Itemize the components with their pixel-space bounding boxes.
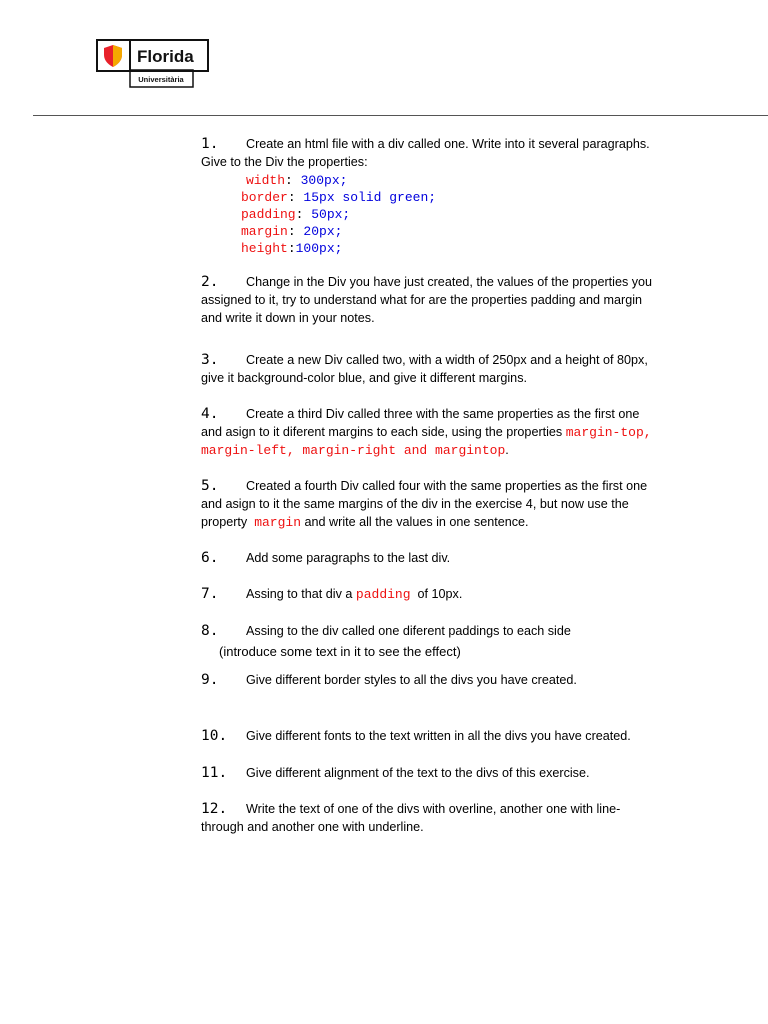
exercise-text-line2: (introduce some text in it to see the effect)	[219, 643, 461, 659]
css-line-padding: padding: 50px;	[241, 206, 351, 222]
exercise-12	[201, 801, 661, 837]
inline-code: margin-top, margin-left, margin-right and margintop	[201, 424, 652, 458]
exercise-text: Give different border styles to all the divs you have created.	[246, 673, 577, 687]
logo-subtitle: Universitària	[138, 75, 184, 84]
css-line-width: width: 300px;	[246, 172, 348, 188]
exercise-5: 5. Created a fourth Div called four with the same properties as the first one and asign to it the same margins of the div in the exercise 4, but now use the property margin and write all the values in one sentence.	[201, 478, 648, 530]
exercise-2	[201, 274, 661, 327]
exercise-text: Created a fourth Div called four with the same properties as the first one and asign to it the same margins of the div in the exercise 4, but now use the property	[201, 479, 648, 529]
css-line-margin: margin: 20px;	[241, 223, 343, 239]
exercise-3	[201, 352, 661, 388]
exercise-6	[201, 550, 661, 568]
logo-name: Florida	[137, 47, 194, 66]
exercise-text: Assing to that div a	[246, 587, 353, 601]
exercise-8	[201, 623, 661, 661]
exercise-number: 10.	[201, 728, 228, 744]
exercise-text: Write the text of one of the divs with overline, another one with line-through and another one with underline.	[201, 802, 621, 834]
exercise-9	[201, 672, 661, 690]
exercise-text: Add some paragraphs to the last div.	[246, 551, 451, 565]
exercise-4: 4. Create a third Div called three with the same properties as the first one and asign to it diferent margins to each side, using the properties margin-top, margin-left, margin-right and margintop.	[201, 406, 652, 458]
exercise-text: Create a new Div called two, with a width of 250px and a height of 80px, give it background-color blue, and give it different margins.	[201, 353, 648, 385]
exercise-number: 7.	[201, 586, 219, 602]
exercise-number: 4.	[201, 406, 219, 422]
exercise-number: 12.	[201, 801, 228, 817]
exercise-1	[201, 136, 661, 258]
exercise-7: 7. Assing to that div a padding of 10px.	[201, 586, 463, 602]
exercise-text: Assing to the div called one diferent paddings to each side	[246, 624, 571, 638]
exercise-number: 11.	[201, 765, 228, 781]
css-line-height: height:100px;	[241, 240, 343, 256]
inline-code: padding	[355, 587, 411, 602]
exercise-text: Give different alignment of the text to the divs of this exercise.	[246, 766, 590, 780]
exercise-number: 9.	[201, 672, 219, 688]
shield-icon	[104, 45, 122, 67]
css-line-border: border: 15px solid green;	[241, 189, 437, 205]
exercise-number: 2.	[201, 274, 219, 290]
exercise-number: 8.	[201, 623, 219, 639]
css-code-block	[201, 172, 661, 258]
exercise-text: Create a third Div called three with the same properties as the first one and asign to it diferent margins to each side, using the properties	[201, 407, 640, 439]
exercise-number: 6.	[201, 550, 219, 566]
exercise-number: 1.	[201, 136, 219, 152]
florida-universitaria-logo	[96, 39, 209, 88]
exercise-text: Create an html file with a div called one. Write into it several paragraphs. Give to the Div the properties:	[201, 137, 650, 169]
exercise-text: Give different fonts to the text written in all the divs you have created.	[246, 729, 631, 743]
exercise-11	[201, 765, 661, 783]
exercise-number: 5.	[201, 478, 219, 494]
exercise-number: 3.	[201, 352, 219, 368]
exercise-10	[201, 728, 661, 746]
inline-code: margin	[254, 514, 302, 530]
exercise-text: Change in the Div you have just created, the values of the properties you assigned to it, try to understand what for are the properties padding and margin and write it down in your notes.	[201, 275, 653, 325]
header-divider	[33, 115, 768, 116]
